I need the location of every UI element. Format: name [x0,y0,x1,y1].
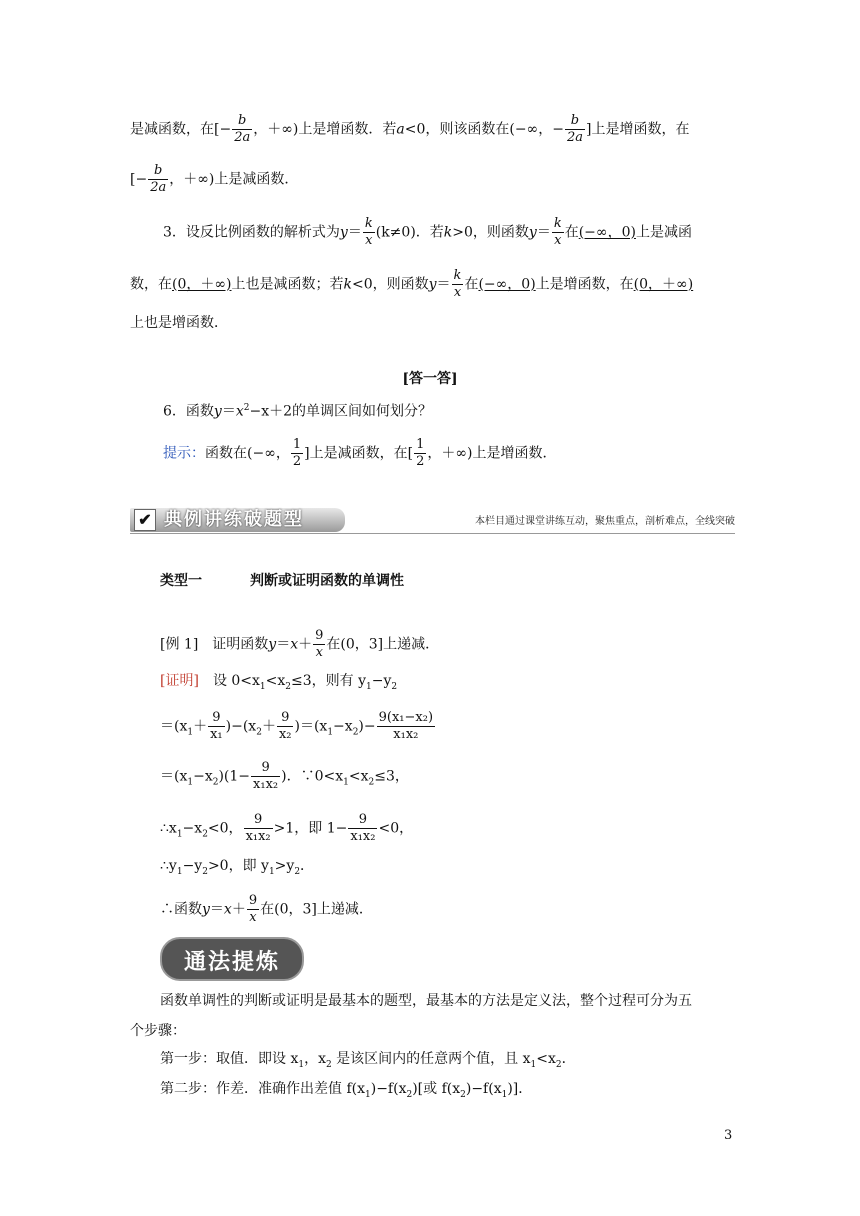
method-para-2: 个步骤： [130,1023,186,1039]
method-step-2: 第二步：作差．准确作出差值 $f(x_1)-f(x_2)$[或 $f(x_2)-f(x_1)$]． [160,1081,533,1100]
banner-rule [130,533,735,534]
fraction-b-2a: $\frac{b}{2a}$ [566,113,583,145]
example-1: [例 1] 证明函数y＝x＋ $\frac{9}{x}$ 在(0，3]上递减． [160,628,440,660]
question-6: 6．函数$y=x^2-x+2$的单调区间如何划分？ [163,403,433,420]
fraction-9-x1x2: $\frac{9}{\text{x₁x₂}}$ [245,812,271,844]
fraction-k-x: $\frac{k}{x}$ [553,216,562,248]
method-badge: 通法提炼 [160,937,304,981]
fraction-9-x2: $\frac{9}{\text{x₂}}$ [278,710,292,742]
fraction-b-2a: $\frac{b}{2a}$ [234,113,251,145]
fraction-one-half: $\frac{1}{2}$ [292,437,302,469]
type-heading: 类型一 判断或证明函数的单调性 [160,573,404,589]
text-line-5: 上也是增函数． [130,315,228,331]
fraction-one-half: $\frac{1}{2}$ [416,437,425,469]
text-line-1: 是减函数，在[− $\frac{b}{2a}$ ，＋∞)上是增函数．若a<0，则该函数在(−∞，− $\frac{b}{2a}$ ]上是增函数，在 [130,113,690,145]
fraction-b-2a: $\frac{b}{2a}$ [150,163,167,195]
banner-note: 本栏目通过课堂讲练互动，聚焦重点，剖析难点，全线突破 [475,516,735,527]
fraction-diff: $\frac{\text{9(x₁−x₂)}}{\text{x₁x₂}}$ [378,710,434,742]
proof-line-3: $=(x_1-x_2)(1-$ $\frac{9}{\text{x₁x₂}}$ )．$\because 0<x_1<x_2\le 3$， [160,760,409,792]
hint-line: 提示：函数在(−∞， $\frac{1}{2}$ ]上是减函数，在[ $\frac{1}{2}$ ，＋∞)上是增函数． [163,437,557,469]
fraction-k-x: $\frac{k}{x}$ [364,216,373,248]
qa-heading: [答一答] [402,371,458,387]
check-icon: ✔ [134,509,156,531]
proof-line-1: [证明] 设 $0<x_1<x_2\le 3$，则有 $y_1-y_2$ [160,673,398,692]
text-line-3: 3．设反比例函数的解析式为y＝ $\frac{k}{x}$ (k≠0)．若k>0，则函数y＝ $\frac{k}{x}$ 在(−∞，0)上是减函 [163,216,692,248]
fraction-9-x: $\frac{9}{x}$ [315,628,324,660]
fraction-9-x: $\frac{9}{x}$ [248,893,258,925]
proof-line-5: $\therefore y_1-y_2>0$，即 $y_1>y_2$． [160,858,315,877]
text-line-2: [− $\frac{b}{2a}$ ，＋∞)上是减函数． [130,163,299,195]
fraction-k-x: $\frac{k}{x}$ [453,268,462,300]
section-banner [130,506,735,534]
proof-line-6: ∴函数y＝x＋ $\frac{9}{x}$ 在(0，3]上递减． [160,893,373,925]
fraction-9-x1x2: $\frac{9}{\text{x₁x₂}}$ [253,760,279,792]
page-number: 3 [724,1128,733,1143]
fraction-9-x1: $\frac{9}{\text{x₁}}$ [210,710,223,742]
proof-label: [证明] [160,673,199,689]
method-step-1: 第一步：取值．即设 $x_1$，$x_2$ 是该区间内的任意两个值，且 $x_1<x_2$． [160,1051,576,1070]
proof-line-4: $\therefore x_1-x_2<0$， $\frac{9}{\text{x₁x₂}}$ >1，即 1− $\frac{9}{\text{x₁x₂}}$ <0， [160,812,414,844]
banner-title: 典例讲练破题型 [164,509,304,530]
text-line-4: 数，在(0，＋∞)上也是减函数；若k<0，则函数y＝ $\frac{k}{x}$ 在(−∞，0)上是增函数，在(0，＋∞) [130,268,694,300]
fraction-9-x1x2: $\frac{9}{\text{x₁x₂}}$ [350,812,376,844]
proof-line-2: $=(x_1+$ $\frac{9}{\text{x₁}}$ )$-(x_2+$ $\frac{9}{\text{x₂}}$ )$=(x_1-x_2)-$ $\frac{\text{9(x₁−x₂)}}{\text{x₁x₂}}$ [160,710,434,742]
method-para-1: 函数单调性的判断或证明是最基本的题型，最基本的方法是定义法，整个过程可分为五 [160,993,692,1009]
hint-label: 提示： [163,445,205,462]
